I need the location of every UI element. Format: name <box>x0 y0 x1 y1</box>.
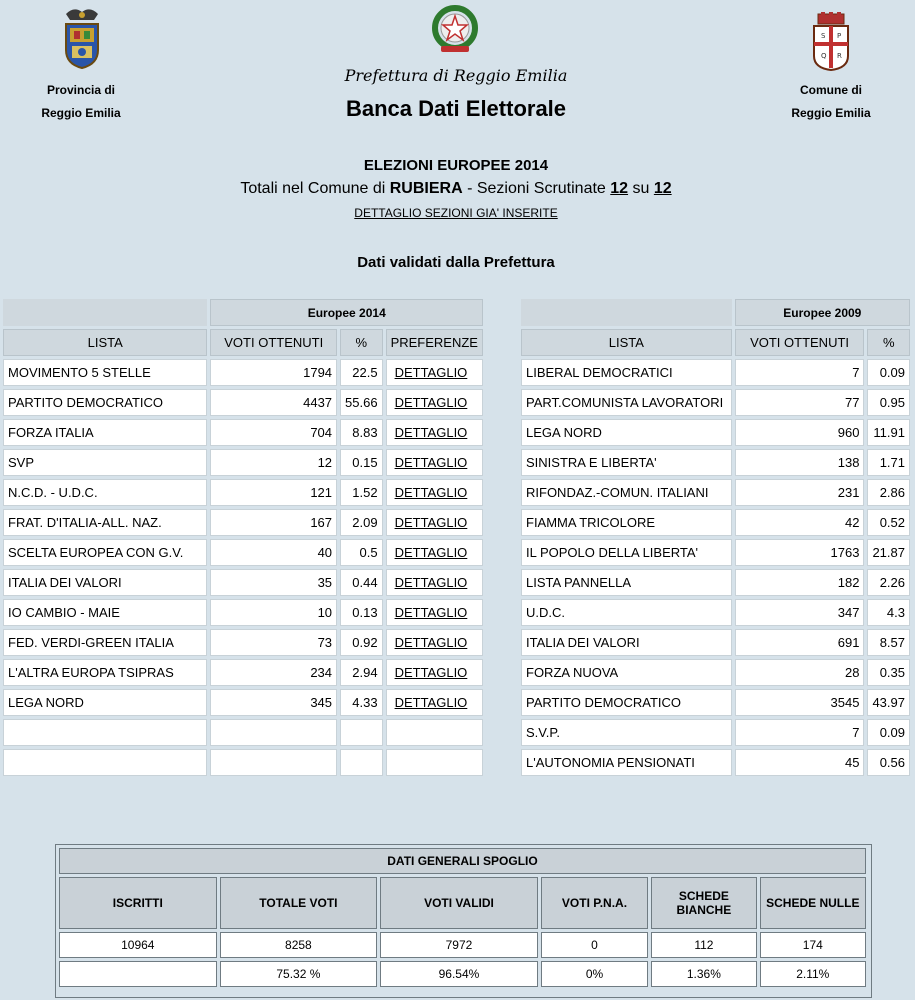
lista-cell: ITALIA DEI VALORI <box>3 569 207 596</box>
pct-cell: 8.83 <box>340 419 383 446</box>
pct-cell: 1.52 <box>340 479 383 506</box>
lista-cell: ITALIA DEI VALORI <box>521 629 732 656</box>
dettaglio-link[interactable]: DETTAGLIO <box>386 659 483 686</box>
summary-header-cell: SCHEDE BIANCHE <box>651 877 756 929</box>
voti-cell: 12 <box>210 449 337 476</box>
totals-prefix: Totali nel Comune di <box>240 180 390 197</box>
voti-cell: 10 <box>210 599 337 626</box>
svg-text:Q: Q <box>821 52 827 60</box>
lista-cell: LEGA NORD <box>3 689 207 716</box>
table-row <box>521 749 910 776</box>
voti-cell: 138 <box>735 449 865 476</box>
pct-cell: 0.92 <box>340 629 383 656</box>
page-title: Banca Dati Elettorale <box>345 96 567 121</box>
totals-line <box>150 180 762 198</box>
dettaglio-link[interactable]: DETTAGLIO <box>386 629 483 656</box>
col-pct: % <box>340 329 383 356</box>
comune-label <box>751 79 911 125</box>
lista-cell: MOVIMENTO 5 STELLE <box>3 359 207 386</box>
dettaglio-link[interactable]: DETTAGLIO <box>386 449 483 476</box>
dettaglio-link[interactable]: DETTAGLIO <box>386 389 483 416</box>
dettaglio-link[interactable]: DETTAGLIO <box>386 599 483 626</box>
summary-header-cell: VOTI P.N.A. <box>541 877 648 929</box>
voti-cell: 121 <box>210 479 337 506</box>
sections-scrutinate: 12 <box>610 180 629 197</box>
table-row <box>3 449 483 476</box>
table-row <box>3 629 483 656</box>
pct-cell: 0.56 <box>867 749 910 776</box>
summary-value-cell: 8258 <box>220 932 378 958</box>
totals-mid: - Sezioni Scrutinate <box>462 180 611 197</box>
lista-cell: LISTA PANNELLA <box>521 569 732 596</box>
empty-cell <box>3 719 207 746</box>
pct-cell: 0.13 <box>340 599 383 626</box>
summary-panel <box>55 844 872 998</box>
voti-cell: 231 <box>735 479 865 506</box>
pct-cell: 55.66 <box>340 389 383 416</box>
empty-cell <box>210 719 337 746</box>
lista-cell: N.C.D. - U.D.C. <box>3 479 207 506</box>
lista-cell: IL POPOLO DELLA LIBERTA' <box>521 539 732 566</box>
dettaglio-link[interactable]: DETTAGLIO <box>386 479 483 506</box>
comune-name: RUBIERA <box>389 180 463 197</box>
table-row <box>521 569 910 596</box>
voti-cell: 42 <box>735 509 865 536</box>
table-row <box>3 509 483 536</box>
pct-cell: 2.94 <box>340 659 383 686</box>
dettaglio-link[interactable]: DETTAGLIO <box>386 539 483 566</box>
empty-row <box>3 749 483 776</box>
lista-cell: FORZA NUOVA <box>521 659 732 686</box>
col-lista: LISTA <box>3 329 207 356</box>
lista-cell: PART.COMUNISTA LAVORATORI <box>521 389 732 416</box>
voti-cell: 35 <box>210 569 337 596</box>
lista-cell: FED. VERDI-GREEN ITALIA <box>3 629 207 656</box>
header-spacer <box>521 299 732 326</box>
summary-header-cell: ISCRITTI <box>59 877 217 929</box>
empty-row <box>3 719 483 746</box>
table-row <box>3 359 483 386</box>
voti-cell: 40 <box>210 539 337 566</box>
table-row <box>521 509 910 536</box>
validated-label: Dati validati dalla Prefettura <box>357 254 555 271</box>
dettaglio-link[interactable]: DETTAGLIO <box>386 419 483 446</box>
header-spacer <box>3 299 207 326</box>
pct-cell: 0.09 <box>867 359 910 386</box>
lista-cell: FRAT. D'ITALIA-ALL. NAZ. <box>3 509 207 536</box>
dettaglio-link[interactable]: DETTAGLIO <box>386 569 483 596</box>
summary-value-cell: 174 <box>760 932 866 958</box>
pct-cell: 1.71 <box>867 449 910 476</box>
voti-cell: 73 <box>210 629 337 656</box>
lista-cell: L'AUTONOMIA PENSIONATI <box>521 749 732 776</box>
voti-cell: 167 <box>210 509 337 536</box>
lista-cell: LIBERAL DEMOCRATICI <box>521 359 732 386</box>
col-voti: VOTI OTTENUTI <box>735 329 865 356</box>
summary-percent-cell: 0% <box>541 961 648 987</box>
voti-cell: 77 <box>735 389 865 416</box>
table-europee-2009 <box>518 296 913 779</box>
table-row <box>3 599 483 626</box>
table-row <box>3 539 483 566</box>
dettaglio-link[interactable]: DETTAGLIO <box>386 359 483 386</box>
voti-cell: 347 <box>735 599 865 626</box>
italian-republic-emblem-icon <box>431 4 479 56</box>
empty-cell <box>210 749 337 776</box>
comune-line1: Comune di <box>800 83 862 97</box>
pct-cell: 0.5 <box>340 539 383 566</box>
pct-cell: 22.5 <box>340 359 383 386</box>
lista-cell: S.V.P. <box>521 719 732 746</box>
pct-cell: 2.86 <box>867 479 910 506</box>
summary-header-cell: SCHEDE NULLE <box>760 877 866 929</box>
voti-cell: 1763 <box>735 539 865 566</box>
summary-title: DATI GENERALI SPOGLIO <box>59 848 866 874</box>
pct-cell: 0.09 <box>867 719 910 746</box>
table-row <box>521 359 910 386</box>
empty-cell <box>3 749 207 776</box>
lista-cell: L'ALTRA EUROPA TSIPRAS <box>3 659 207 686</box>
voti-cell: 691 <box>735 629 865 656</box>
pct-cell: 2.26 <box>867 569 910 596</box>
empty-cell <box>340 749 383 776</box>
summary-percent-cell: 96.54% <box>380 961 538 987</box>
summary-percent-cell: 2.11% <box>760 961 866 987</box>
pct-cell: 21.87 <box>867 539 910 566</box>
voti-cell: 182 <box>735 569 865 596</box>
lista-cell: U.D.C. <box>521 599 732 626</box>
comune-line2: Reggio Emilia <box>791 106 871 120</box>
lista-cell: IO CAMBIO - MAIE <box>3 599 207 626</box>
dettaglio-link[interactable]: DETTAGLIO <box>386 509 483 536</box>
comune-coat-of-arms-icon <box>808 12 854 72</box>
col-preferenze: PREFERENZE <box>386 329 483 356</box>
group-header-2014: Europee 2014 <box>210 299 483 326</box>
voti-cell: 960 <box>735 419 865 446</box>
totals-su: su <box>628 180 654 197</box>
provincia-line2: Reggio Emilia <box>41 106 121 120</box>
pct-cell: 0.15 <box>340 449 383 476</box>
pct-cell: 43.97 <box>867 689 910 716</box>
lista-cell: LEGA NORD <box>521 419 732 446</box>
table-row <box>3 689 483 716</box>
svg-text:R: R <box>837 52 842 60</box>
provincia-label <box>1 79 161 125</box>
empty-cell <box>386 719 483 746</box>
table-row <box>3 479 483 506</box>
election-title: ELEZIONI EUROPEE 2014 <box>363 157 549 174</box>
table-row <box>521 479 910 506</box>
svg-text:P: P <box>837 32 842 40</box>
table-row <box>521 539 910 566</box>
voti-cell: 234 <box>210 659 337 686</box>
lista-cell: PARTITO DEMOCRATICO <box>521 689 732 716</box>
table-row <box>521 719 910 746</box>
voti-cell: 704 <box>210 419 337 446</box>
table-row <box>521 629 910 656</box>
table-row <box>521 419 910 446</box>
summary-header-cell: VOTI VALIDI <box>380 877 538 929</box>
table-row <box>3 389 483 416</box>
provincia-line1: Provincia di <box>46 83 116 97</box>
pct-cell: 4.3 <box>867 599 910 626</box>
empty-cell <box>340 719 383 746</box>
voti-cell: 45 <box>735 749 865 776</box>
table-row <box>3 419 483 446</box>
empty-cell <box>386 749 483 776</box>
table-row <box>521 389 910 416</box>
voti-cell: 7 <box>735 719 865 746</box>
lista-cell: SINISTRA E LIBERTA' <box>521 449 732 476</box>
table-row <box>521 449 910 476</box>
summary-value-cell: 10964 <box>59 932 217 958</box>
summary-value-cell: 0 <box>541 932 648 958</box>
summary-percent-cell <box>59 961 217 987</box>
table-row <box>3 659 483 686</box>
pct-cell: 11.91 <box>867 419 910 446</box>
pct-cell: 2.09 <box>340 509 383 536</box>
summary-percent-cell: 1.36% <box>651 961 756 987</box>
prefettura-label: Prefettura di Reggio Emilia <box>344 66 568 85</box>
summary-value-cell: 7972 <box>380 932 538 958</box>
summary-value-cell: 112 <box>651 932 756 958</box>
lista-cell: SCELTA EUROPEA CON G.V. <box>3 539 207 566</box>
table-row <box>521 599 910 626</box>
table-row <box>3 569 483 596</box>
voti-cell: 4437 <box>210 389 337 416</box>
table-row <box>521 689 910 716</box>
table-europee-2014 <box>0 296 486 779</box>
voti-cell: 345 <box>210 689 337 716</box>
pct-cell: 0.52 <box>867 509 910 536</box>
lista-cell: FIAMMA TRICOLORE <box>521 509 732 536</box>
voti-cell: 7 <box>735 359 865 386</box>
lista-cell: RIFONDAZ.-COMUN. ITALIANI <box>521 479 732 506</box>
pct-cell: 0.35 <box>867 659 910 686</box>
detail-sections-link[interactable]: DETTAGLIO SEZIONI GIA' INSERITE <box>354 206 558 220</box>
lista-cell: SVP <box>3 449 207 476</box>
lista-cell: FORZA ITALIA <box>3 419 207 446</box>
dettaglio-link[interactable]: DETTAGLIO <box>386 689 483 716</box>
sections-total: 12 <box>653 180 672 197</box>
lista-cell: PARTITO DEMOCRATICO <box>3 389 207 416</box>
col-lista: LISTA <box>521 329 732 356</box>
table-row <box>521 659 910 686</box>
pct-cell: 4.33 <box>340 689 383 716</box>
voti-cell: 1794 <box>210 359 337 386</box>
pct-cell: 0.95 <box>867 389 910 416</box>
pct-cell: 0.44 <box>340 569 383 596</box>
voti-cell: 3545 <box>735 689 865 716</box>
pct-cell: 8.57 <box>867 629 910 656</box>
provincia-coat-of-arms-icon <box>60 6 104 70</box>
summary-header-cell: TOTALE VOTI <box>220 877 378 929</box>
voti-cell: 28 <box>735 659 865 686</box>
col-pct: % <box>867 329 910 356</box>
summary-table <box>56 845 869 990</box>
group-header-2009: Europee 2009 <box>735 299 910 326</box>
svg-text:S: S <box>821 32 826 40</box>
summary-percent-cell: 75.32 % <box>220 961 378 987</box>
col-voti: VOTI OTTENUTI <box>210 329 337 356</box>
